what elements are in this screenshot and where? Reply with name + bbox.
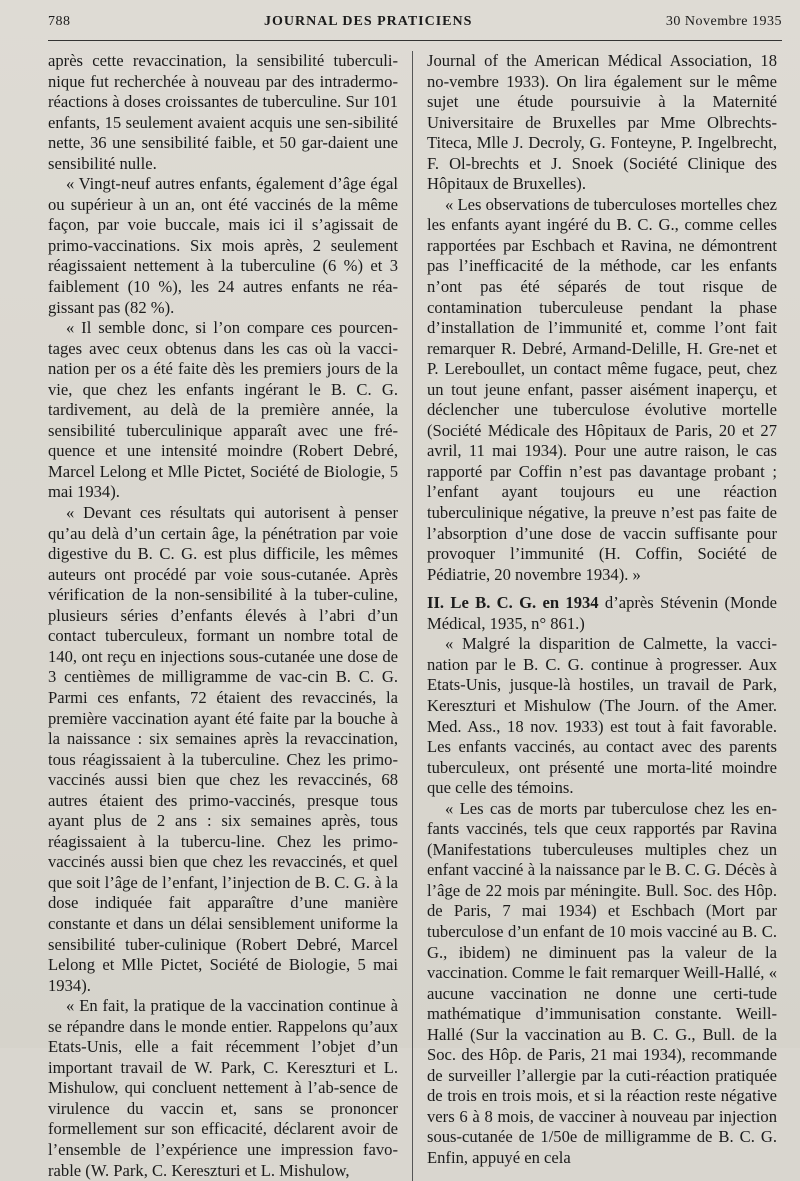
text-columns: [48, 51, 782, 1181]
page-header: [48, 14, 782, 36]
page-number: 788: [48, 14, 71, 29]
left-paragraph-3: « Il semble donc, si l’on compare ces pourcen-tages avec ceux obtenus dans les cas où la vacci-nation per os a été faite dès les premiers jours de la vie, que chez les enfants ingérant le B. C. G. tardivement, au delà de la première année, la sensibilité tuberculinique apparaît avec une fré-quence et une intensité moindre (Robert Debré, Marcel Lelong et Mlle Pictet, Société de Biologie, 5 mai 1934).: [48, 318, 398, 502]
issue-date: 30 Novembre 1935: [665, 14, 782, 29]
section-heading-title: II. Le B. C. G. en 1934: [427, 593, 599, 613]
right-paragraph-1: Journal of the American Médical Association, 18 no-vembre 1933). On lira également sur le même sujet une étude poursuivie à la Maternité Universitaire de Bruxelles par Mme Olbrechts-Titeca, Mlle J. Decroly, G. Fonteyne, P. Ingelbrecht, F. Ol-brechts et J. Snoek (Société Clinique des Hôpitaux de Bruxelles).: [427, 51, 777, 194]
right-paragraph-2: « Les observations de tuberculoses mortelles chez les enfants ayant ingéré du B. C. G., comme celles rapportées par Eschbach et Ravina, ne démontrent pas l’inefficacité de la méthode, car les enfants n’ont pas été séparés de tout risque de contamination tuberculeuse pendant la phase d’installation de l’immunité et, comme l’ont fait remarquer R. Debré, Armand-Delille, H. Gre-net et P. Lereboullet, un contact même fugace, peut, chez un tout jeune enfant, passer aisément inaperçu, et déclencher une tuberculose évolutive mortelle (Société Médicale des Hôpitaux de Paris, 20 et 27 avril, 11 mai 1934). Pour une autre raison, le cas rapporté par Coffin n’est pas davantage probant ; l’enfant ayant toujours eu une réaction tuberculinique négative, la preuve n’est pas faite de l’absorption d’une dose de vaccin suffisante pour provoquer l’immunité (H. Coffin, Société de Pédiatrie, 20 novembre 1934). »: [427, 194, 777, 584]
left-paragraph-1: après cette revaccination, la sensibilité tuberculi-nique fut recherchée à nouveau par des intradermo-réactions à doses croissantes de tuberculine. Sur 101 enfants, 15 seulement avaient acquis une sen-sibilité nette, 36 une sensibilité faible, et 50 gar-daient une sensibilité nulle.: [48, 51, 398, 173]
left-paragraph-2: « Vingt-neuf autres enfants, également d’âge égal ou supérieur à un an, ont été vaccinés de la même façon, par voie buccale, mais ici il s’agissait de primo-vaccinations. Six mois après, 2 seulement réagissaient nettement à la tuberculine (6 %) et 3 faiblement (10 %), les 24 autres enfants ne réa-gissant pas (82 %).: [48, 174, 398, 317]
right-paragraph-3: « Malgré la disparition de Calmette, la vacci-nation par le B. C. G. continue à progresser. Aux Etats-Unis, jusque-là hostiles, un travail de Park, Kereszturi et Mishulow (The Journ. of the Amer. Med. Ass., 18 nov. 1933) est tout à fait favorable. Les enfants vaccinés, au contact avec des parents tuberculeux, ont présenté une morta-lité moindre que celle des témoins.: [427, 634, 777, 798]
right-column: [413, 51, 777, 1181]
journal-title: JOURNAL DES PRATICIENS: [263, 14, 473, 29]
left-column: [48, 51, 413, 1181]
section-heading: [427, 593, 777, 634]
right-paragraph-4: « Les cas de morts par tuberculose chez les en-fants vaccinés, tels que ceux rapportés par Ravina (Manifestations tuberculeuses multiples chez un enfant vacciné à la naissance par le B. C. G. Décès à l’âge de 22 mois par méningite. Bull. Soc. des Hôp. de Paris, 7 mai 1934) et Eschbach (Mort par tuberculose d’un enfant de 10 mois vacciné au B. C. G., ibidem) ne diminuent pas la valeur de la vaccination. Comme le fait remarquer Weill-Hallé, « aucune vaccination ne donne une certi-tude mathématique d’immunisation constante. Weill-Hallé (Sur la vaccination au B. C. G., Bull. de la Soc. des Hôp. de Paris, 21 mai 1934), recommande de surveiller l’allergie par la cuti-réaction pratiquée de trois en trois mois, et si la réaction reste négative vers 6 à 8 mois, de vacciner à nouveau par injection sous-cutanée de 1/50e de milligramme de B. C. G. Enfin, appuyé en cela: [427, 798, 777, 1167]
left-paragraph-4: « Devant ces résultats qui autorisent à penser qu’au delà d’un certain âge, la pénétration par voie digestive du B. C. G. est plus difficile, les mêmes auteurs ont procédé par voie sous-cutanée. Après vérification de la non-sensibilité à la tuber-culine, plusieurs séries d’enfants élevés à l’abri d’un contact tuberculeux, formant un nombre total de 140, ont reçu en injections sous-cutanée une dose de 3 centièmes de milligramme de vac-cin B. C. G. Parmi ces enfants, 72 étaient des revaccinés, la première vaccination ayant été faite par la bouche à la naissance : six semaines après la revaccination, tous réagissaient à la tuberculine. Chez les primo-vaccinés aussi bien que chez les revaccinés, 68 autres étaient des primo-vaccinés, presque tous ayant plus de 2 ans : six semaines après, tous réagissaient à la tubercu-line. Chez les primo-vaccinés aussi bien que chez les revaccinés, et quel que soit l’âge de l’enfant, l’injection de B. C. G. à la dose indiquée fait apparaître d’une manière constante et dans un délai sensiblement uniforme la sensibilité tuber-culinique (Robert Debré, Marcel Lelong et Mlle Pictet, Société de Biologie, 5 mai 1934).: [48, 503, 398, 995]
header-rule: [48, 40, 782, 41]
left-paragraph-5: « En fait, la pratique de la vaccination continue à se répandre dans le monde entier. Rappelons qu’aux Etats-Unis, elle a fait récemment l’objet d’un important travail de W. Park, C. Kereszturi et L. Mishulow, qui concluent nettement à l’ab-sence de virulence du vaccin et, sans se prononcer formellement sur son efficacité, déclarent avoir de l’ensemble de l’expérience une impression favo-rable (W. Park, C. Kereszturi et L. Mishulow,: [48, 996, 398, 1180]
section-heading-source: d’après Stévenin (Monde Médical, 1935, n° 861.): [427, 593, 777, 633]
